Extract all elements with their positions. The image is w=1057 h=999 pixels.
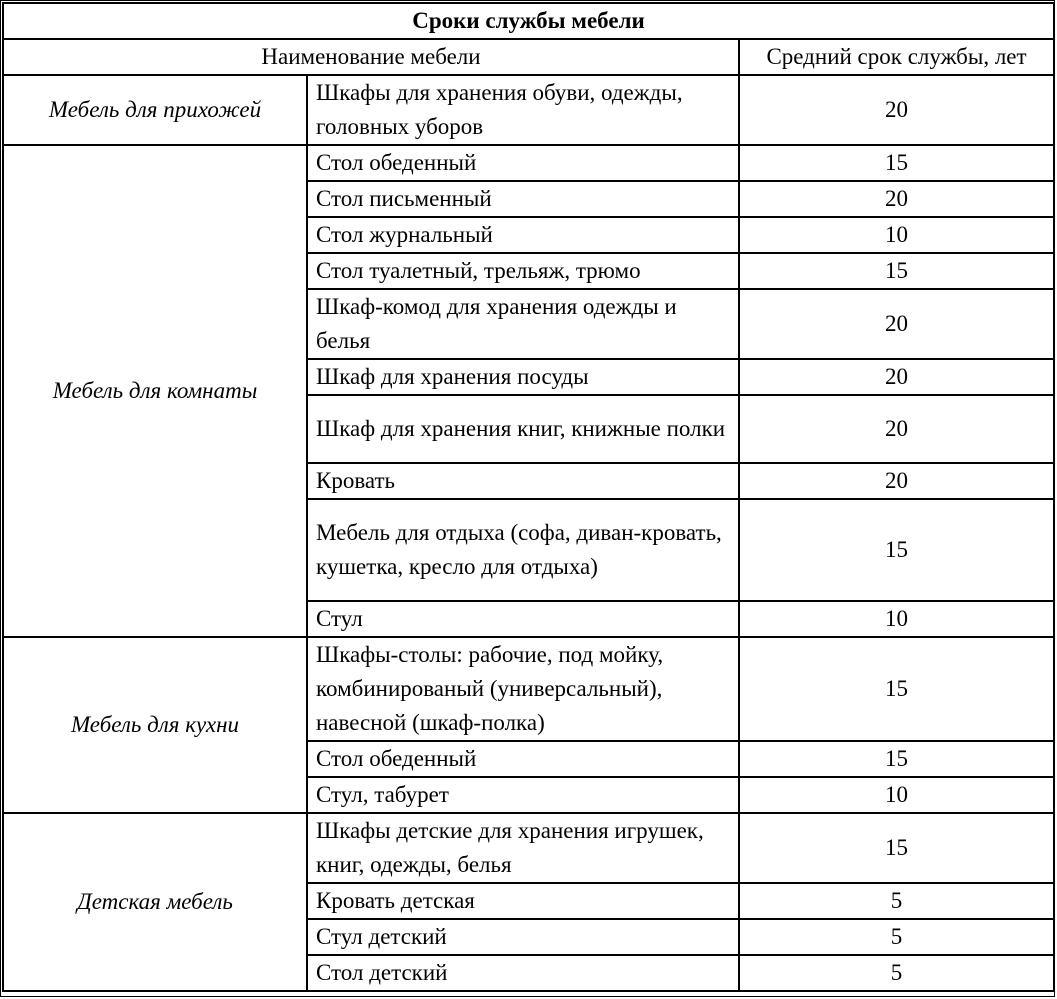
item-name: Стол обеденный (307, 741, 739, 777)
item-name: Шкаф для хранения книг, книжные полки (307, 395, 739, 463)
item-name: Шкаф-комод для хранения одежды и белья (307, 289, 739, 359)
category-cell: Мебель для комнаты (3, 145, 307, 637)
furniture-lifespan-table (2, 2, 1055, 992)
item-name: Стол детский (307, 955, 739, 991)
header-name-column: Наименование мебели (3, 39, 739, 75)
title-row (3, 3, 1054, 39)
item-years: 20 (739, 463, 1054, 499)
item-years: 5 (739, 883, 1054, 919)
item-years: 5 (739, 919, 1054, 955)
item-years: 15 (739, 741, 1054, 777)
item-years: 15 (739, 813, 1054, 883)
item-name: Шкаф для хранения посуды (307, 359, 739, 395)
item-years: 15 (739, 145, 1054, 181)
item-name: Мебель для отдыха (софа, диван-кровать, кушетка, кресло для отдыха) (307, 499, 739, 601)
item-name: Шкафы-столы: рабочие, под мойку, комбинированый (универсальный), навесной (шкаф-полка) (307, 637, 739, 741)
header-value-column: Средний срок службы, лет (739, 39, 1054, 75)
item-name: Стул, табурет (307, 777, 739, 813)
item-years: 10 (739, 777, 1054, 813)
item-years: 15 (739, 253, 1054, 289)
item-name: Стол обеденный (307, 145, 739, 181)
item-years: 10 (739, 217, 1054, 253)
item-years: 15 (739, 637, 1054, 741)
table-row (3, 145, 1054, 181)
category-cell: Мебель для кухни (3, 637, 307, 813)
item-name: Кровать (307, 463, 739, 499)
header-row (3, 39, 1054, 75)
table-title: Сроки службы мебели (3, 3, 1054, 39)
item-name: Кровать детская (307, 883, 739, 919)
item-years: 20 (739, 289, 1054, 359)
item-name: Стул детский (307, 919, 739, 955)
item-years: 20 (739, 75, 1054, 145)
item-years: 20 (739, 181, 1054, 217)
item-name: Стол письменный (307, 181, 739, 217)
item-years: 5 (739, 955, 1054, 991)
table-row (3, 75, 1054, 145)
item-years: 20 (739, 359, 1054, 395)
item-name: Стол журнальный (307, 217, 739, 253)
category-cell: Детская мебель (3, 813, 307, 991)
item-name: Стол туалетный, трельяж, трюмо (307, 253, 739, 289)
item-years: 20 (739, 395, 1054, 463)
item-name: Шкафы детские для хранения игрушек, книг, одежды, белья (307, 813, 739, 883)
item-name: Стул (307, 601, 739, 637)
item-years: 15 (739, 499, 1054, 601)
item-years: 10 (739, 601, 1054, 637)
item-name: Шкафы для хранения обуви, одежды, головных уборов (307, 75, 739, 145)
table-row (3, 637, 1054, 741)
table-row (3, 813, 1054, 883)
category-cell: Мебель для прихожей (3, 75, 307, 145)
